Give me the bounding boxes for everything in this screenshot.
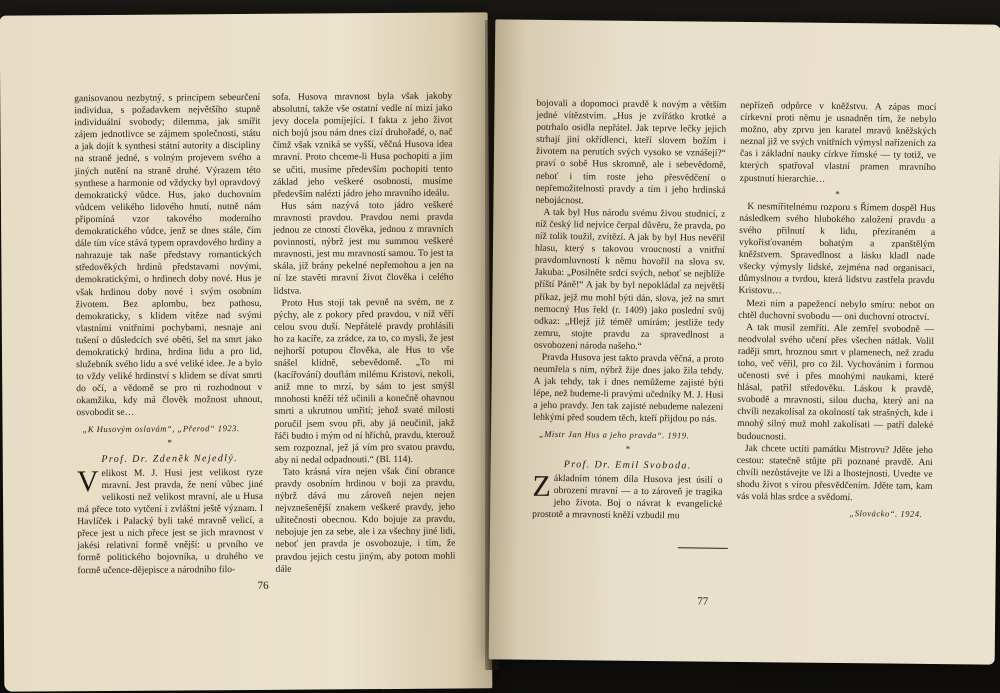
right-col2-paragraph: Mezi ním a papežencí nebylo smíru: nebot on chtěl duchovní svobodu — oni duchovní otroctví.: [738, 297, 935, 323]
right-col2-signature: „Slovácko“. 1924.: [849, 508, 923, 519]
right-page: [489, 19, 1000, 664]
right-col2-paragraph: Jak chcete uctíti památku Mistrovu? Jděte jeho cestou: statečně stůjte při poznané pravdě. Ani chvíli nezůstávejte ve lži a lhostejnosti. Uvedte ve shodu život s vírou přesvědčením. Jděte tam, kam vás volá hlas srdce a svědomí.: [736, 442, 933, 504]
right-col1-signature: „Mistr Jan Hus a jeho pravda“. 1919.: [538, 428, 690, 440]
closing-rule: [678, 547, 728, 549]
dropcap-letter: Z: [532, 469, 551, 503]
left-col1-signature: „K Husovým oslavám“, „Přerod“ 1923.: [82, 422, 240, 434]
left-page: [0, 12, 492, 691]
right-col1-author-body: ákladním tónem díla Husova jest úsilí o obrození mravní — a to zároveň je tragika jeho života. Boj o návrat k evangelické prostotě a mravnosti kněží vzbudil mu: [532, 472, 723, 522]
section-divider-star: *: [835, 188, 840, 199]
right-col2-paragraph: K nesmířitelnému rozporu s Římem dospěl Hus následkem svého hlubokého založení pravdu a svého přilnutí k lidu, přezíraném a vykořisťovaném bohatým a zpanštělým kněžstvem. Spravedlnost a lásku kladl nade všecky výmysly lidské, zejména nad organisaci, důmyslnou a tvrdou, která lidstvu zastřela pravdu Kristovu…: [738, 200, 936, 297]
right-col1-paragraph: Pravda Husova jest takto pravda věčná, a proto neumřela s ním, nýbrž žije dnes jako žila tehdy. A jak tehdy, tak i dnes nemůžeme zajisté býti lépe, než budeme-li pravými učedníky M. J. Husi a jeho pravdy. Jen tak zajisté nebudeme nalezeni lehkými před soudem těch, kteří přijdou po nás.: [533, 351, 724, 426]
right-page-column-1: [532, 98, 726, 523]
left-col1-paragraph: ganisovanou nezbytný, s principem sebeurčení individua, s požadavkem největšího stupně individuální svobody; dilemma, jak smířit zájem jednotlivce se zájmem společnosti, státu a jak dojít k synthesi státní autority a discipliny na straně jedné, s volným projevem svého a jiných nutění na straně druhé. Výrazem této synthese a harmonie od vždycky byl opravdový demokratický vůdce. Hus, jako duchovním vůdcem velikého lidového hnutí, nutně nám připomíná vzor takového moderního demokratického vůdce, jenž se dnes stále, čím dále tím více stává typem opravdového hrdiny a nahrazuje tak naše představy romantických středověkých hrdinů představami novými, demokratickými, o hrdinech doby nové. Hus je však hrdinou doby nové i svým osobním životem. Bez aplombu, bez pathosu, demokraticky, s klidem vítěze nad svými vlastními vnitřními pochybami, nesnaje ani tušení o důsledcích své oběti, šel na smrt jako demokratický hrdina, hrdina lidu a pro lid, služebník svého lidu a své veliké idee. Je a bylo to vždy veliké hrdinství s klidem se dívat smrti do očí, a vědomě se pro ni rozhodnout v okamžiku, kdy má člověk možnost uhnout, osvobodit se…: [74, 91, 263, 419]
section-divider-star: *: [625, 443, 631, 454]
left-col1-author-body: elikost M. J. Husi jest velikost ryze mravní. Jest pravda, že není vůbec jiné velikosti než velikost mravní, ale u Husa má přece toto vytčení i zvláštní ještě význam. I Havlíček i Palacký byli také mravně velicí, a přece jest u nich přece jest se jich mravnost v jakési relativní formě vnější: u prvního ve formě politického bojovníka, u druhého ve formě učence-dějepisce a národního filo-: [77, 466, 264, 576]
right-col1-paragraph: bojovali a dopomoci pravdě k novým a větším jedné vítězstvím. „Hus je zvířátko krotké a potrhalo osidla nepřátel. Jak teprve lečky jejich strhají jiní okřídlenci, kteří slovem božím i životem na perutích svých vysoko se vznášejí?“ praví o sobě Hus skromně, ale i sebevědomě, neboť i tím roste jeho přesvědčení o nepřemožitelnosti pravdy a tím i jeho hrdinská nebojácnost.: [535, 97, 727, 207]
right-page-number: 77: [697, 595, 709, 608]
right-col1-paragraph: A tak byl Hus národu svému živou studnicí, z níž český lid nejvíce čerpal důvěru, že pravda, po níž tolik toužil, zvítězí. A jak by byl Hus nevěřil hlasu, který s takovou vroucností a vnitřní pravdomluvností k němu hovořil na slova sv. Jakuba: „Posilněte srdcí svých, neboť se nejblíže příští Páně!“ A jak by byl nepokládal za největší příkaz, jejž mu mohl býti dán, slova, jež na smrt nemocný Hus řekl (r. 1409) jako poslední svůj odkaz: „Hlejž již téměř umírám; jestliže tedy zemru, stojte pravdu za spravedlnost a osvobození národa našeho.“: [533, 206, 726, 352]
left-col1-author-text: [76, 464, 264, 577]
right-col2-paragraph: nepřízeň odpůrce v kněžstvu. A zápas mocí církevní proti němu je usnadněn tím, že nebylo možno, aby zprvu jen karatel mravů kněžských neznal již ve svých vnitřních výmysl nařízeních za čas i základní nauky církve římské — ty totiž, ve kterých spatřoval vlastní pramen mravního zpustnutí hierarchie…: [739, 99, 937, 185]
left-page-column-2: [272, 91, 455, 576]
author-heading-nejedly: Prof. Dr. Zdeněk Nejedlý.: [101, 452, 239, 465]
left-col2-paragraph: Tato krásná víra nejen však činí obrance pravdy osobním hrdinou v boji za pravdu, nýbrž dává mu zároveň nejen nejen nejvznešenější znakem veškeré pravdy, jeho užitečnosti obecnou. Kdo bojuje za pravdu, nebojuje jen za sebe, ale i za všechny jiné lidi, neboť jen pravda je osvobozuje, i tím, že pravdou jejich cestu jiným, aby potom mohli dále: [274, 465, 456, 575]
right-page-column-2: [736, 100, 936, 520]
left-page-column-1: [74, 92, 263, 577]
left-col2-paragraph: sofa. Husova mravnost byla však jakoby absolutní, takže vše ostatní vedle ní mizí jako jevy docela pomíjející. I fakta z jeho život nich bojů jsou nám dnes cizí druhořadé, o, nač čímž však vzniká se vyšší, věčná Husova idea mravní. Proto chceme-li Husa pochopiti a jim se učiti, musíme především pochopiti tento základ jeho veškeré osobnosti, musíme především nalézti jádro jeho mravního ideálu.: [272, 90, 453, 200]
section-divider-star: *: [167, 437, 172, 448]
right-col1-author-text: [532, 469, 723, 523]
right-col2-paragraph: A tak musil zemříti. Ale zemřel svobodně — neodvolal svého učení přes všechen nátlak. Volil raději smrt, hroznou smrt v plamenech, než zradu toho, več věřil, pro co žil. Vychováním i formou učenosti své i přes mnohými naukami, které hlásal, patřil středověku. Láskou k pravdě, svobodě a mravnosti, silou ducha, který ani na chvíli nezakolísal za okolností tak strašných, kde i mnohý silný muž mohl zakolísati — patří daleké budoucnosti.: [736, 321, 935, 442]
left-page-number: 76: [257, 579, 269, 592]
author-heading-svoboda: Prof. Dr. Emil Svoboda.: [563, 458, 692, 472]
dropcap-letter: V: [76, 464, 99, 498]
left-col2-paragraph: Proto Hus stojí tak pevně na svém, ne z pýchy, ale z pokory před pravdou, v níž věří celou svou duší. Nepřátelé pravdy prohlásili ho za kacíře, za zrádce, za to, co mysli, že jest nejhorší potupou člověka, ale Hus to vše snášel klidně, sebevědomě. „To mi (kacířování) douflám milému Kristovi, nekoli, aniž mne to mrzí, by sám to jest smýšl mnohosti kněží též učinili a konečně ohavnou smrti a ukrutnou umřití; jehož svaté milosti poručil jsem svou při, aby já neučinil, jakž řáči budto i mým od ní hříchů, pravdu, kterouž sem rozpoznal, jež já vím pro svatou pravdu, aby ni nedal odpadnouti.“ (Bl. 114).: [273, 296, 455, 466]
left-col2-paragraph: Hus sám nazývá toto jádro veškeré mravnosti pravdou. Pravdou nemi pravda jednou ze ctností člověka, jednou z mravních povinností, nýbrž jest mu summou veškeré mravnosti, jest mu mravností samou. To jest ta skála, jíž brány pekelné nepřemohou a jen na ní lze stavěti mravní život člověka i celého lidstva.: [273, 199, 454, 297]
